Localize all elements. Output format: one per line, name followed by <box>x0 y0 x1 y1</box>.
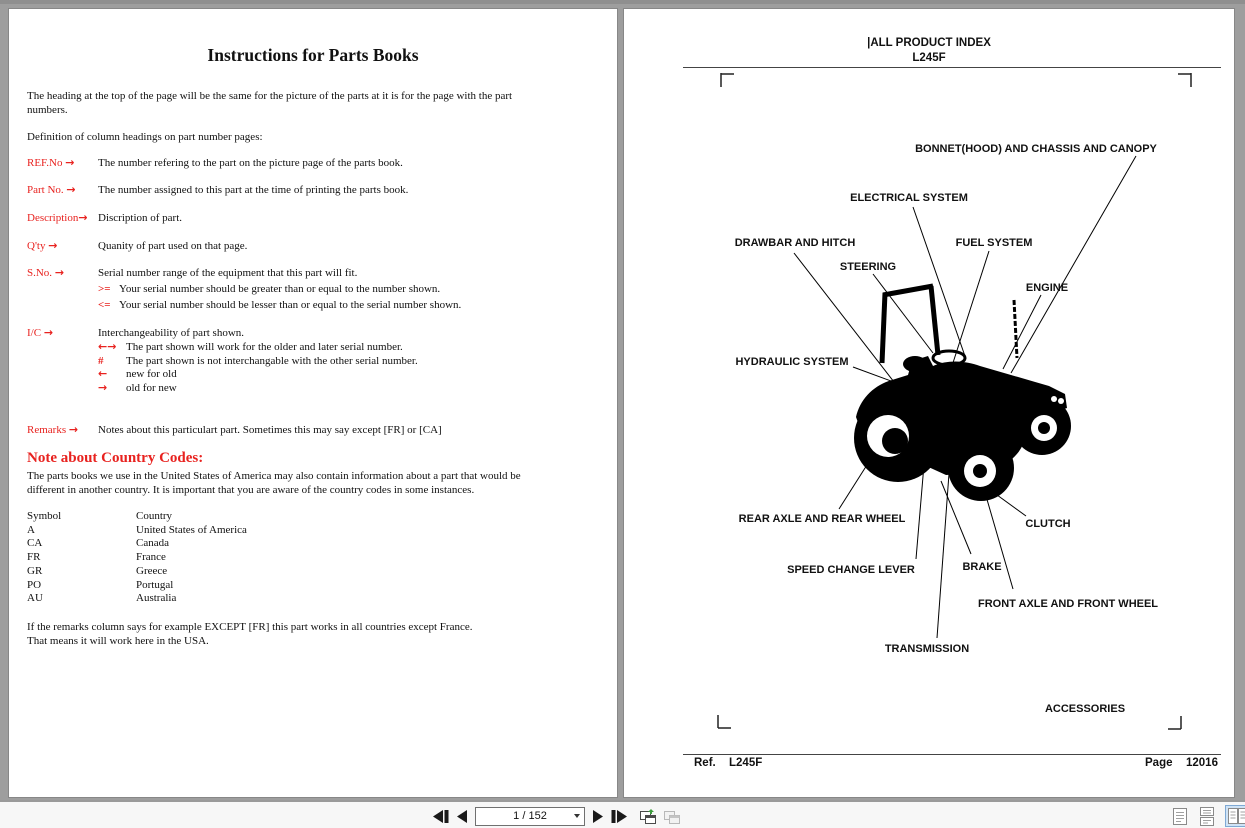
headlight <box>1051 396 1057 402</box>
footer-page-value: 12016 <box>1186 757 1218 769</box>
right-arrow-icon: → <box>43 326 54 339</box>
right-arrow-icon: → <box>65 156 75 169</box>
def-row-qty: Q'ty → Quanity of part used on that page. <box>27 239 248 252</box>
definitions-intro: Definition of column headings on part number pages: <box>27 131 263 143</box>
viewer-toolbar <box>0 800 1245 828</box>
closing-paragraph: If the remarks column says for example EXCEPT [FR] this part works in all countries except France. That means it will work here in the USA. <box>27 621 473 647</box>
label-brake: BRAKE <box>962 561 1002 573</box>
footer-ref-label: Ref. <box>694 757 716 769</box>
def-row-remarks: Remarks → Notes about this particulart part. Sometimes this may say except [FR] or [CA] <box>27 423 442 436</box>
def-row-description: Description→ Discription of part. <box>27 211 183 224</box>
label-accessories: ACCESSORIES <box>1044 703 1126 715</box>
next-page-icon[interactable] <box>592 806 603 826</box>
label-clutch: CLUTCH <box>1025 518 1071 530</box>
page-navigation-group <box>433 805 681 827</box>
label-hydraulic: HYDRAULIC SYSTEM <box>735 356 849 368</box>
table-row: CA Canada <box>27 537 169 550</box>
label-transmission: TRANSMISSION <box>884 643 970 655</box>
label-fuel: FUEL SYSTEM <box>955 237 1033 249</box>
seat <box>903 356 927 372</box>
continuous-layout-icon[interactable] <box>1198 806 1215 826</box>
right-arrow-icon: → <box>98 381 108 394</box>
page-title: Instructions for Parts Books <box>207 45 419 65</box>
page-footer <box>624 757 1234 777</box>
footer-page-label: Page <box>1145 757 1173 769</box>
footer-ref-value: L245F <box>729 757 763 769</box>
sno-sub-gte: >= Your serial number should be greater than or equal to the number shown. <box>98 283 441 295</box>
def-row-partno: Part No. → The number assigned to this part at the time of printing the parts book. <box>27 183 409 196</box>
ic-sub-both: ←→ The part shown will work for the older and later serial number. <box>98 340 403 353</box>
first-page-icon[interactable] <box>433 806 450 826</box>
right-arrow-icon: → <box>54 266 65 279</box>
ic-sub-hash: # The part shown is not interchangable with the other serial number. <box>98 355 418 367</box>
left-arrow-icon: ← <box>98 367 108 380</box>
page-indicator: 1 / 152 <box>513 810 547 822</box>
label-speed-change-lever: SPEED CHANGE LEVER <box>787 564 915 576</box>
page-layout-group <box>1171 805 1245 827</box>
header-line-1: |ALL PRODUCT INDEX <box>867 37 991 49</box>
label-engine: ENGINE <box>1025 282 1069 294</box>
double-arrow-icon: ←→ <box>98 340 117 353</box>
country-codes-table <box>27 510 247 606</box>
label-rear-axle: REAR AXLE AND REAR WHEEL <box>738 513 906 525</box>
label-bonnet: BONNET(HOOD) AND CHASSIS AND CANOPY <box>915 143 1157 155</box>
headlight <box>1058 398 1064 404</box>
table-row: A United States of America <box>27 523 247 536</box>
right-arrow-icon: → <box>68 423 79 436</box>
table-row: PO Portugal <box>27 578 174 591</box>
facing-pages-layout-icon[interactable] <box>1225 805 1245 827</box>
previous-view-icon[interactable] <box>640 806 657 826</box>
tractor-parts-diagram <box>624 9 1234 797</box>
label-drawbar: DRAWBAR AND HITCH <box>734 237 856 249</box>
single-page-layout-icon[interactable] <box>1171 806 1188 826</box>
intro-paragraph: The heading at the top of the page will be the same for the picture of the parts at it is for the page with the part numbers. <box>27 90 513 116</box>
right-arrow-icon: → <box>48 239 58 252</box>
table-row: FR France <box>27 551 166 564</box>
sno-sub-lte: <= Your serial number should be lesser than or equal to the serial number shown. <box>98 299 462 311</box>
right-arrow-icon: → <box>66 183 76 196</box>
def-row-ic: I/C → Interchangeability of part shown. <box>27 326 245 339</box>
label-electrical: ELECTRICAL SYSTEM <box>850 192 968 204</box>
chevron-down-icon[interactable] <box>574 814 580 818</box>
def-row-sno: S.No. → Serial number range of the equipment that this part will fit. <box>27 266 358 279</box>
exhaust-pipe <box>1014 300 1017 358</box>
left-page <box>8 8 618 798</box>
right-page <box>623 8 1235 798</box>
tractor-illustration <box>854 286 1071 501</box>
last-page-icon[interactable] <box>610 806 627 826</box>
footer-rule <box>683 754 1221 755</box>
def-row-refno: REF.No → The number refering to the part on the picture page of the parts book. <box>27 156 403 169</box>
header-line-2: L245F <box>912 52 946 64</box>
previous-page-icon[interactable] <box>457 806 468 826</box>
table-header-row: Symbol Country <box>27 510 173 522</box>
label-steering: STEERING <box>839 261 897 273</box>
ic-sub-newforold: ← new for old <box>98 367 177 380</box>
label-front-axle: FRONT AXLE AND FRONT WHEEL <box>977 598 1159 610</box>
page-number-combobox[interactable] <box>475 807 585 826</box>
country-codes-paragraph: The parts books we use in the United States of America may also contain information about a part that would be different in another country. It is important that you are aware of the country codes in some instances. <box>27 470 521 496</box>
country-codes-heading: Note about Country Codes: <box>27 450 204 466</box>
right-arrow-icon: → <box>78 211 88 224</box>
next-view-icon[interactable] <box>664 806 681 826</box>
window-top-edge <box>0 0 1245 4</box>
table-row: AU Australia <box>27 592 177 605</box>
ic-sub-oldfornew: → old for new <box>98 381 177 394</box>
table-row: GR Greece <box>27 564 168 577</box>
